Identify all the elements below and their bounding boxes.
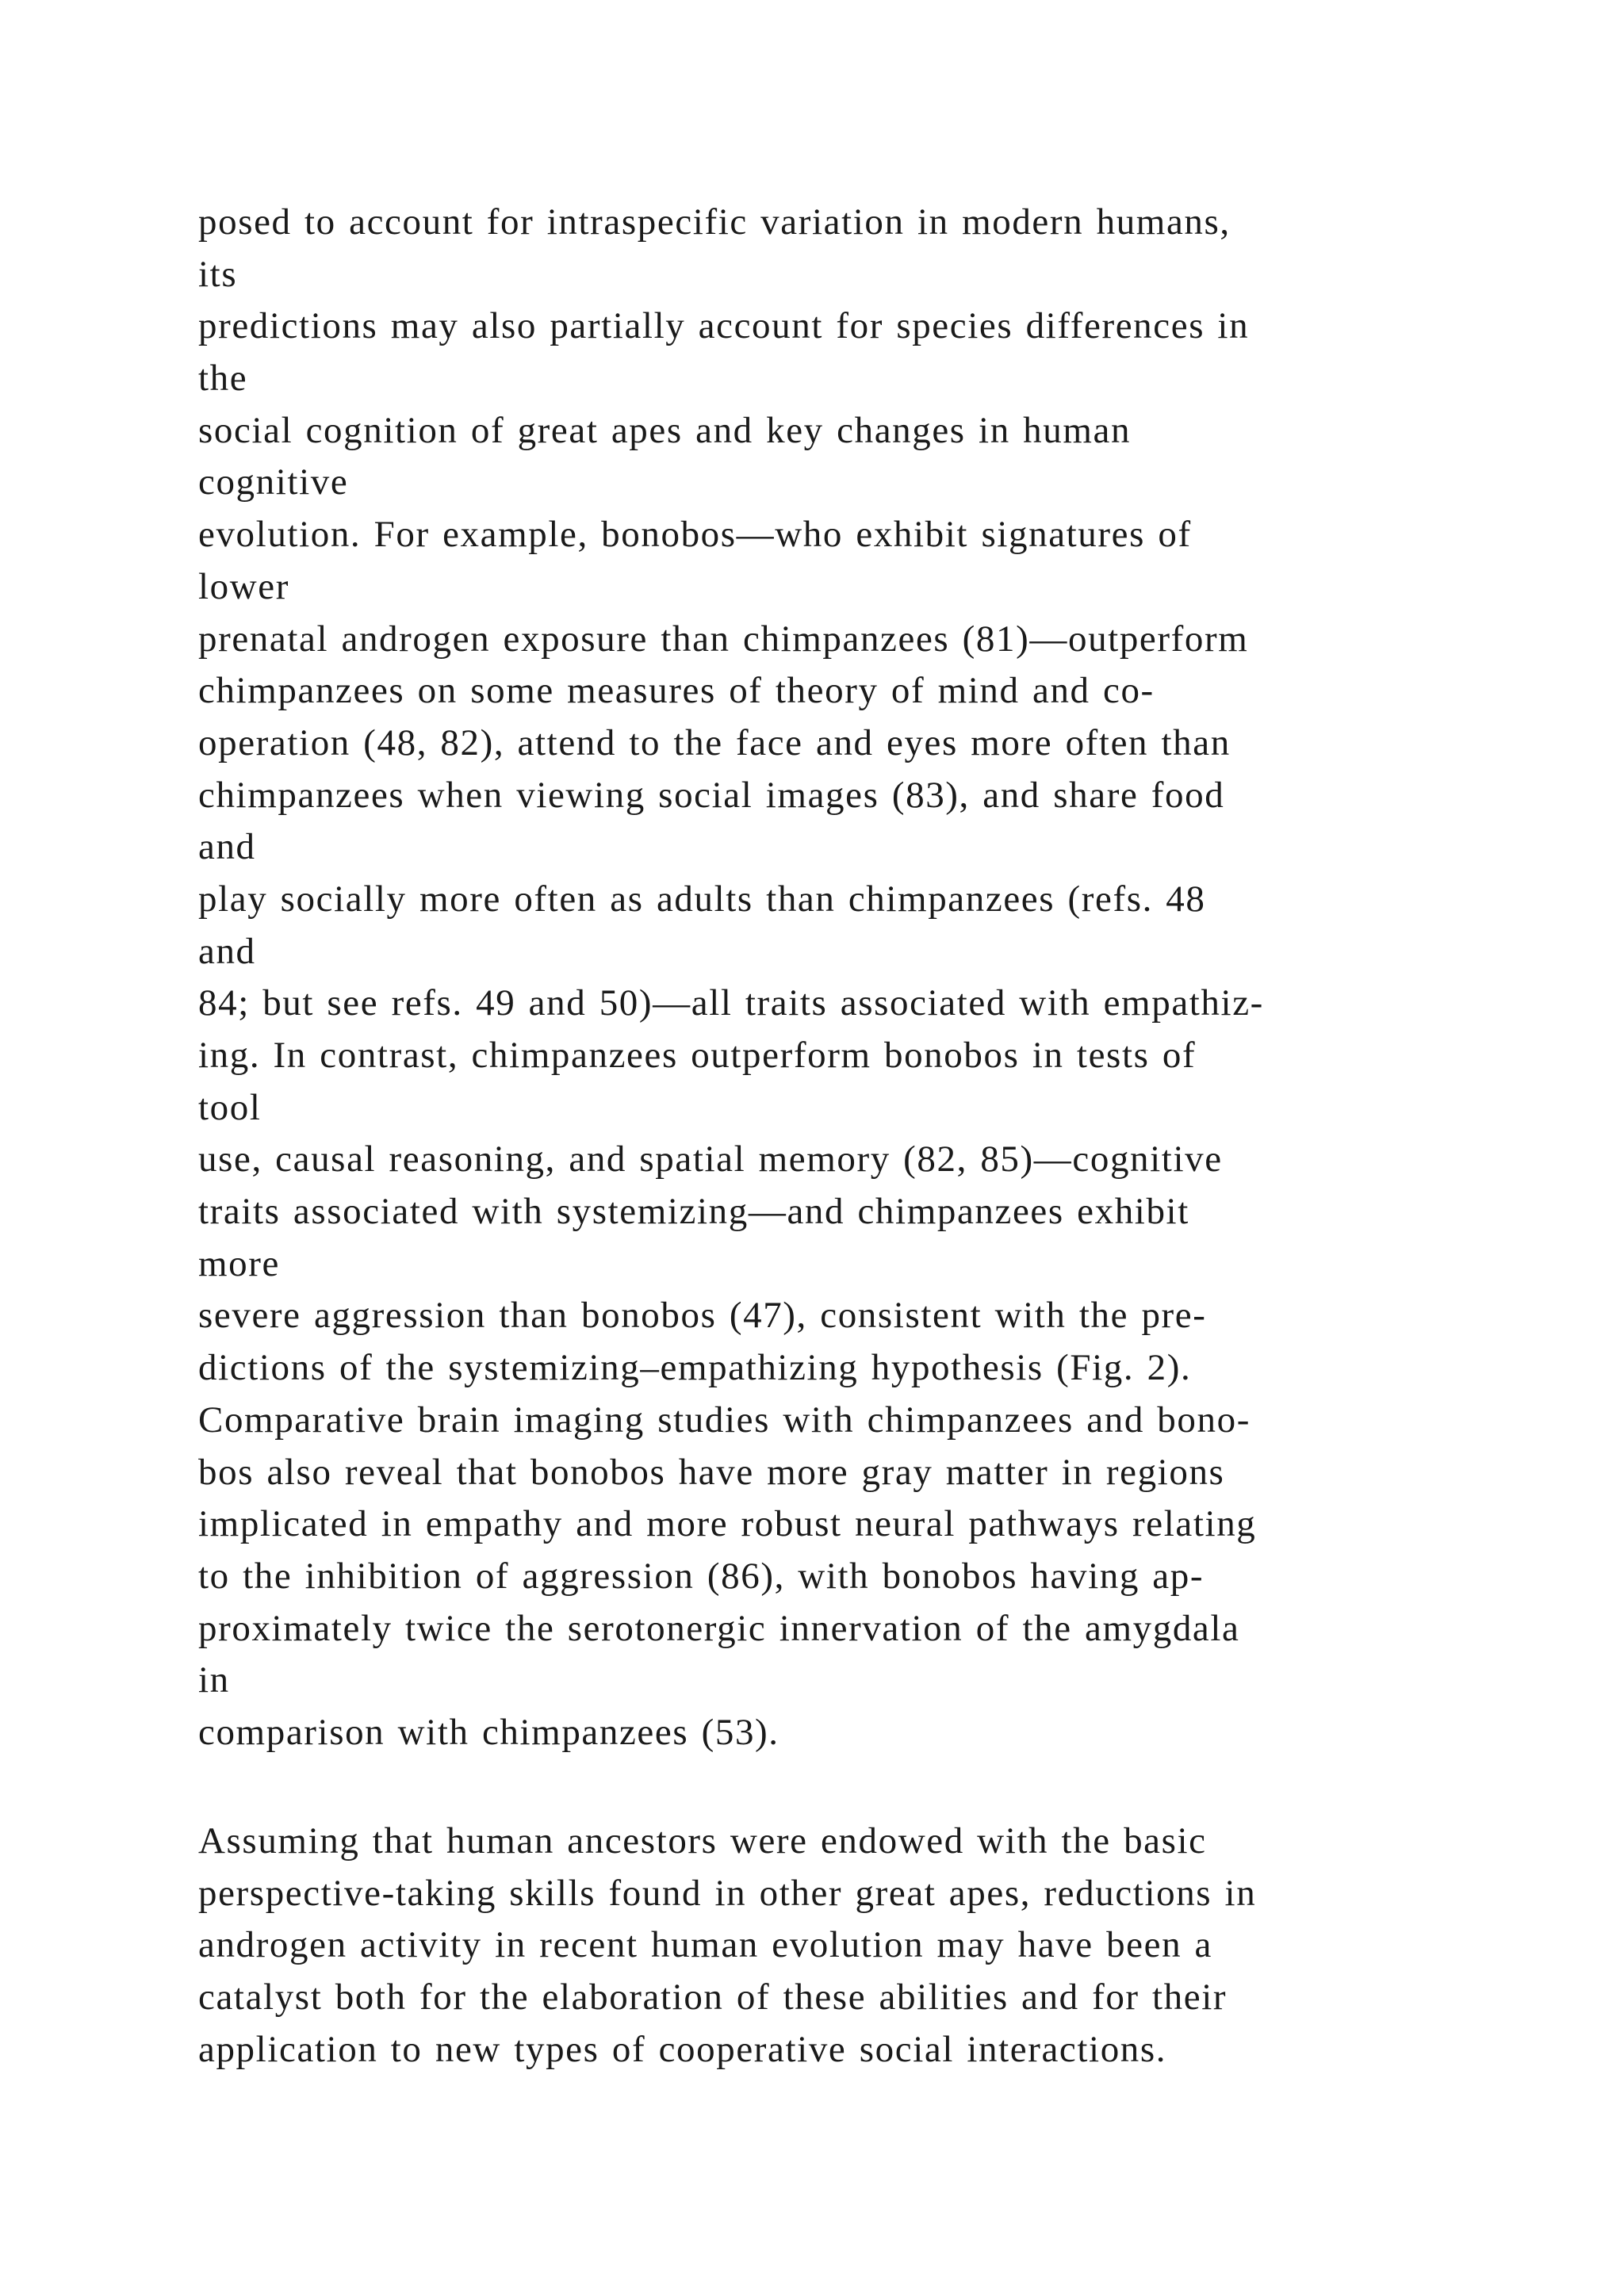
- text-line: operation (48, 82), attend to the face and eyes more often than: [198, 721, 1231, 763]
- text-line: social cognition of great apes and key changes in human: [198, 409, 1132, 451]
- text-line: to the inhibition of aggression (86), with bonobos having ap-: [198, 1555, 1205, 1597]
- paragraph-2: [198, 1816, 1546, 2076]
- text-line: evolution. For example, bonobos—who exhibit signatures of: [198, 514, 1192, 556]
- text-line: chimpanzees when viewing social images (83), and share food: [198, 774, 1225, 816]
- text-line: implicated in empathy and more robust neural pathways relating: [198, 1503, 1257, 1545]
- text-line: prenatal androgen exposure than chimpanzees (81)—outperform: [198, 618, 1249, 660]
- text-line: perspective-taking skills found in other great apes, reductions in: [198, 1872, 1257, 1914]
- text-line: posed to account for intraspecific variation in modern humans,: [198, 201, 1231, 243]
- text-line: use, causal reasoning, and spatial memory (82, 85)—cognitive: [198, 1138, 1223, 1181]
- text-line: lower: [198, 565, 290, 607]
- text-line: Comparative brain imaging studies with chimpanzees and bono-: [198, 1399, 1251, 1441]
- text-line: more: [198, 1242, 280, 1284]
- text-line: predictions may also partially account for species differences in: [198, 305, 1250, 347]
- text-line: ing. In contrast, chimpanzees outperform bonobos in tests of: [198, 1035, 1197, 1076]
- text-line: and: [198, 930, 256, 972]
- text-line: its: [198, 253, 238, 295]
- text-line: dictions of the systemizing–empathizing hypothesis (Fig. 2).: [198, 1347, 1192, 1389]
- paragraph-1: [198, 197, 1546, 1759]
- text-line: bos also reveal that bonobos have more gray matter in regions: [198, 1451, 1225, 1493]
- text-line: severe aggression than bonobos (47), consistent with the pre-: [198, 1295, 1207, 1337]
- text-line: play socially more often as adults than chimpanzees (refs. 48: [198, 878, 1206, 920]
- text-line: catalyst both for the elaboration of these abilities and for their: [198, 1976, 1228, 2019]
- text-line: cognitive: [198, 461, 349, 503]
- text-line: traits associated with systemizing—and chimpanzees exhibit: [198, 1191, 1189, 1233]
- text-line: proximately twice the serotonergic innervation of the amygdala: [198, 1607, 1240, 1649]
- text-line: comparison with chimpanzees (53).: [198, 1711, 779, 1753]
- text-line: in: [198, 1659, 230, 1701]
- text-line: application to new types of cooperative social interactions.: [198, 2028, 1167, 2070]
- text-line: the: [198, 358, 248, 400]
- text-line: 84; but see refs. 49 and 50)—all traits associated with empathiz-: [198, 982, 1264, 1024]
- text-line: tool: [198, 1086, 262, 1128]
- text-line: Assuming that human ancestors were endowed with the basic: [198, 1820, 1207, 1862]
- text-line: androgen activity in recent human evolution may have been a: [198, 1924, 1213, 1966]
- text-line: chimpanzees on some measures of theory of mind and co-: [198, 670, 1155, 712]
- text-line: and: [198, 826, 256, 868]
